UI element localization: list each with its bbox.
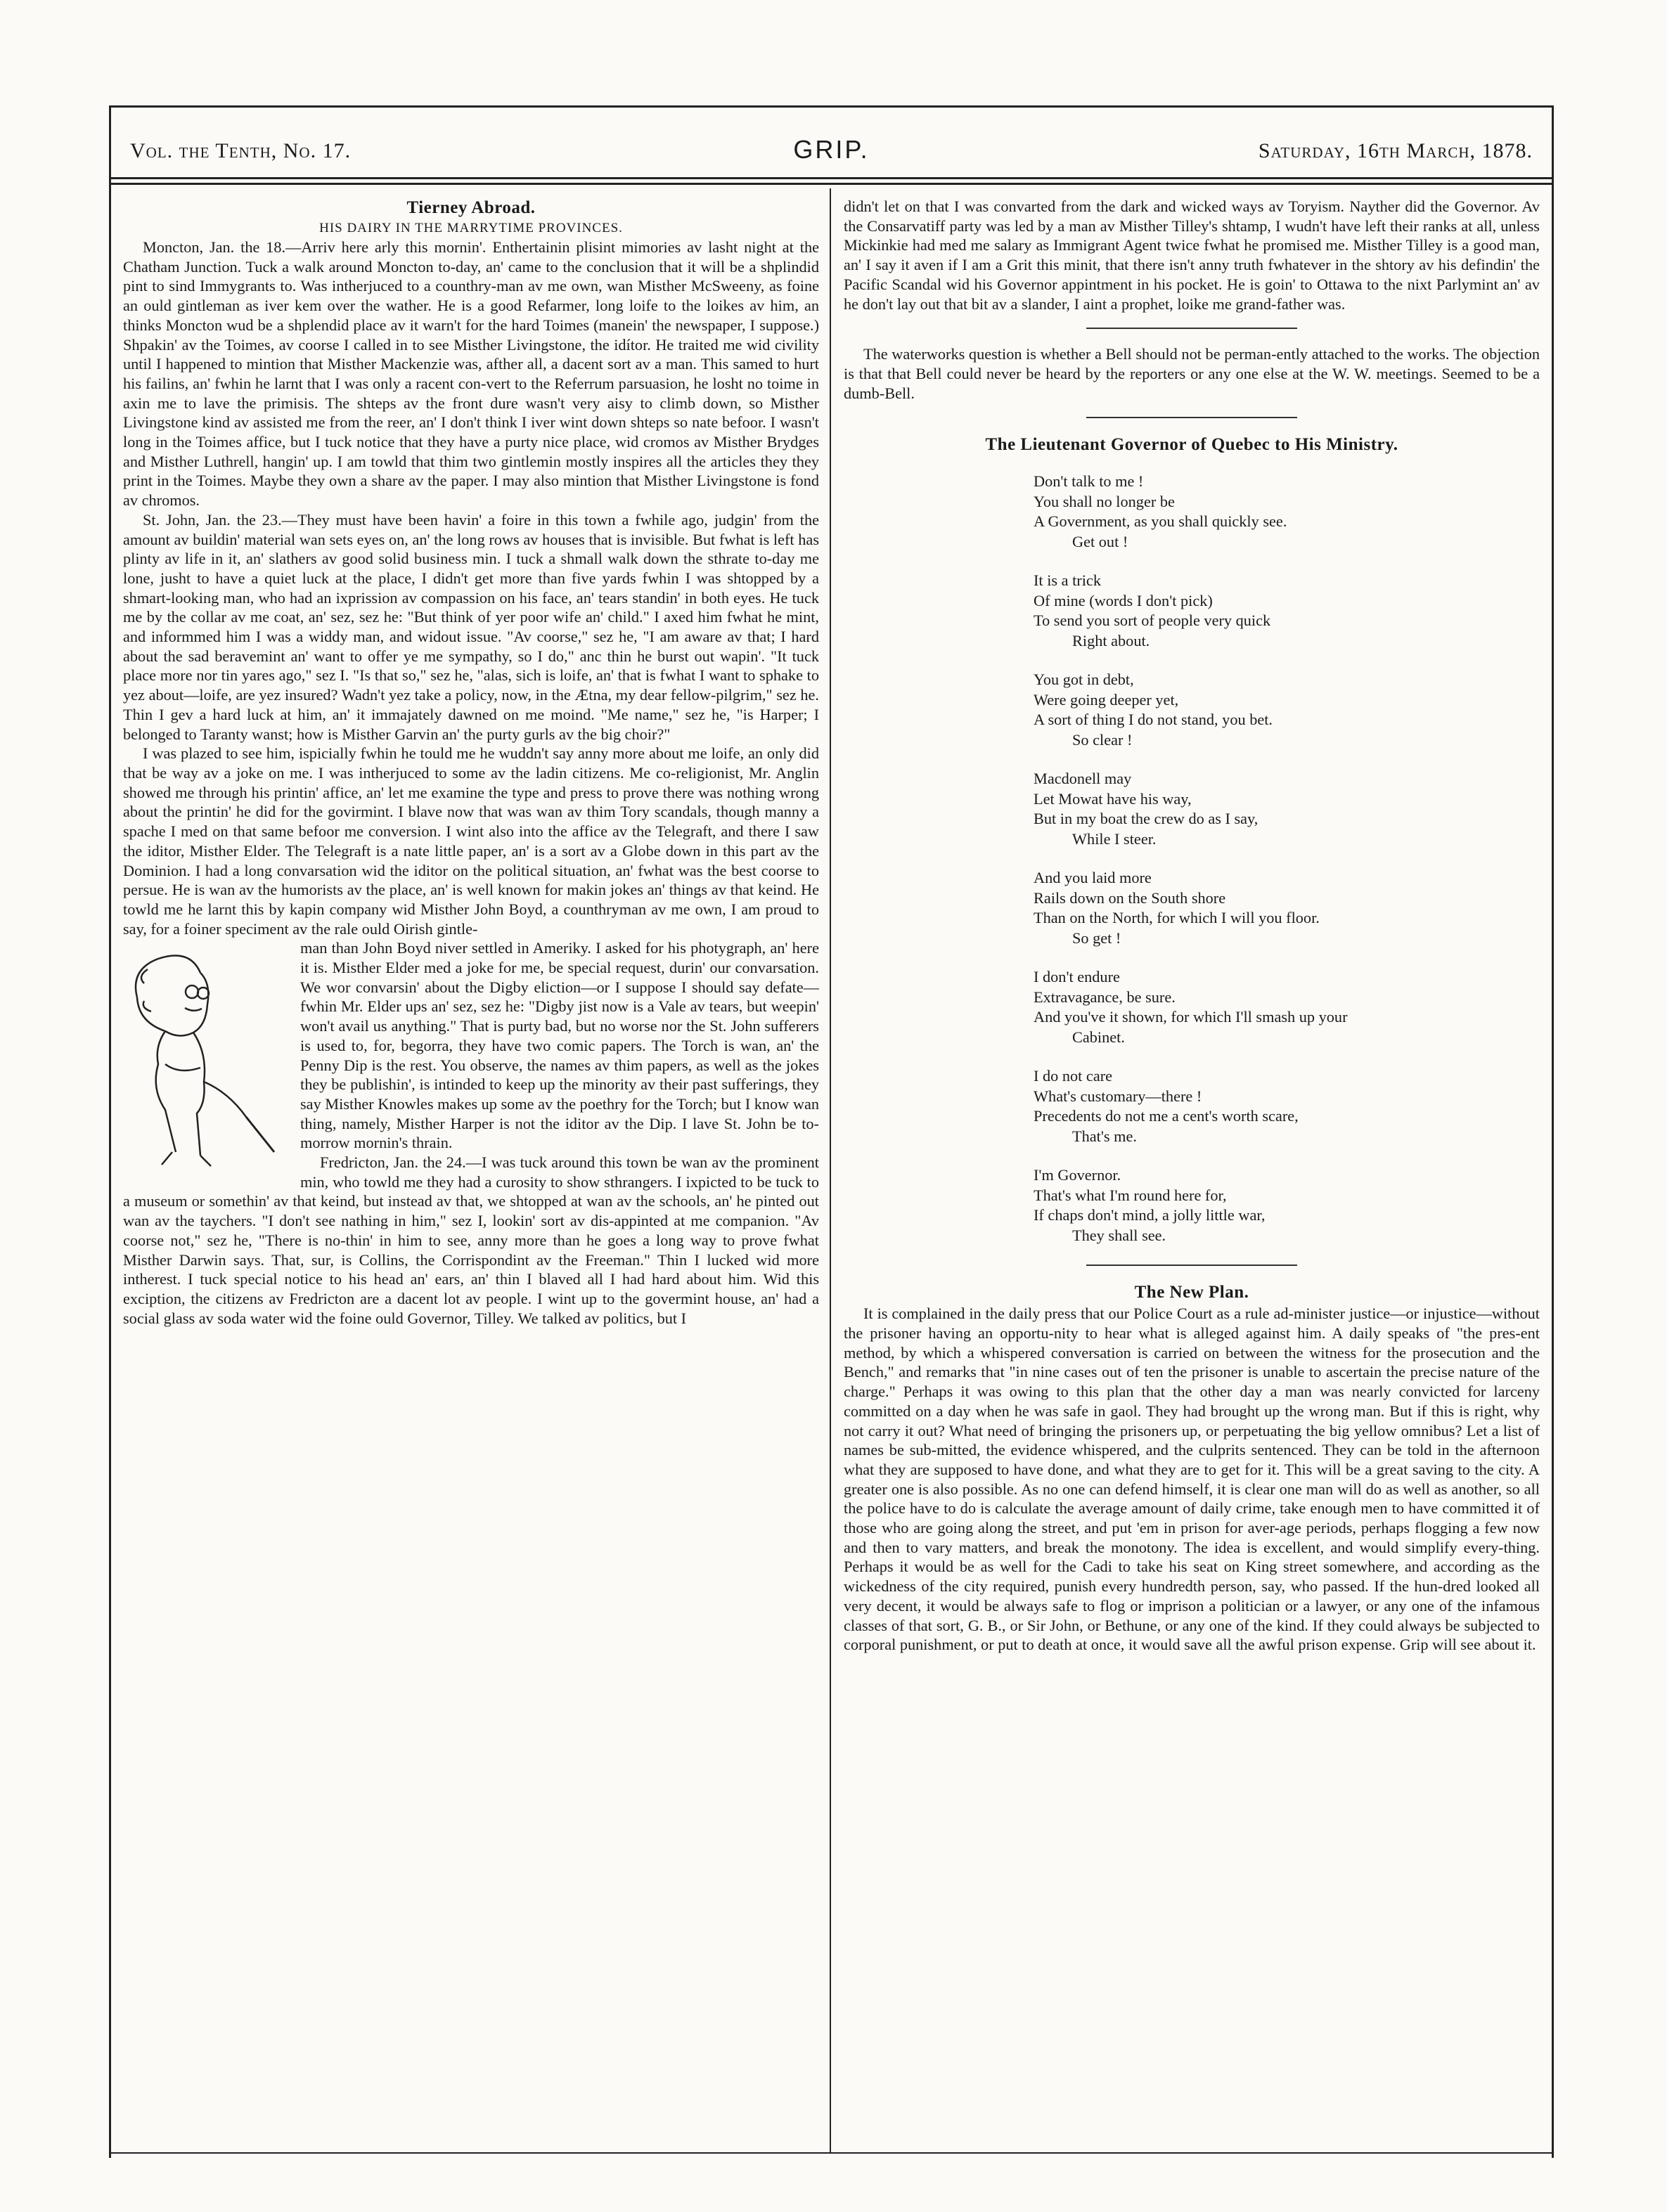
separator-2 [1086, 417, 1297, 418]
poem-stanza [1034, 1066, 1540, 1146]
poem-line: I do not care [1034, 1067, 1113, 1085]
poem-line: Macdonell may [1034, 770, 1132, 788]
poem-line: A Government, as you shall quickly see. [1034, 512, 1287, 531]
poem-line: Get out ! [1072, 532, 1128, 550]
bottom-rule [109, 2152, 1554, 2154]
poem-line: I don't endure [1034, 968, 1120, 986]
poem-line: And you laid more [1034, 869, 1152, 887]
poem-line: But in my boat the crew do as I say, [1034, 810, 1259, 828]
header-rule-2 [109, 183, 1554, 185]
article-subtitle-tierney: HIS DAIRY IN THE MARRYTIME PROVINCES. [319, 221, 623, 235]
poem-line: Than on the North, for which I will you floor. [1034, 909, 1320, 927]
poem-line: You shall no longer be [1034, 492, 1175, 510]
poem-stanza [1034, 967, 1540, 1047]
poem-stanza [1034, 472, 1540, 552]
poem-line: While I steer. [1072, 829, 1157, 848]
caricature-drawing [123, 941, 292, 1173]
poem-line: Were going deeper yet, [1034, 690, 1179, 709]
poem-stanza [1034, 769, 1540, 849]
header-rule-1 [109, 177, 1554, 179]
poem-line: What's customary—there ! [1034, 1087, 1202, 1105]
volume-number: Vol. the Tenth, No. 17. [130, 139, 352, 162]
paragraph-new-plan: It is complained in the daily press that our Police Court as a rule ad-minister justice—or injustice—without the prisoner having an opportu-nity to hear what is alleged against him. A daily speaks of "the pres-ent method, by which a whispered conversation is carried on between the witness for the prosecution and the Bench," and remarks that "in nine cases out of ten the prisoner is unable to ascertain the precise nature of the charge." Perhaps it was owing to this plan that the other day a man was nearly convicted for larceny committed on a day when he was safe in gaol. They had brought up the wrong man. But if this is right, why not carry it out? What need of bringing the prisoners up, or perpetuating the big yellow omnibus? Let a list of names be sub-mitted, the evidence whispered, and the culprits sentenced. They can be told in the afternoon what they are supposed to have done, and what they are to get for it. This will be a great saving to the city. A greater one is also possible. As no one can defend himself, it is clear one man will do as well as another, so all the police have to do is calculate the average amount of daily crime, take enough men to have committed it of those who are going along the street, and put 'em in prison for aver-age periods, perhaps flogging a few now and then to vary matters, and break the monotony. The idea is excellent, and would simplify every-thing. Perhaps it would be as well for the Cadi to take his seat on King street somewhere, and according as the wickedness of the city required, punish every hundredth person, say, who passed. If the hun-dred looked all very decent, it would be always safe to flog or imprison a politician or a lawyer, or any one of the infamous classes of that sort, G. B., or Sir John, or Bethune, or any one of the kind. If they could always be subjected to corporal punishment, or put to death at once, it would save all the awful prison expense. Grip will see about it. [844, 1305, 1540, 1654]
poem-line: Rails down on the South shore [1034, 888, 1226, 907]
caricature-illustration [123, 941, 292, 1173]
right-column [844, 197, 1540, 2151]
poem-line: And you've it shown, for which I'll smash up your [1034, 1008, 1348, 1026]
paragraph-st-john-cont: I was plazed to see him, ispicially fwhin he tould me he wuddn't say anny more about me loife, an only did that be way av a joke on me. I was intherjuced to some av the ladin citizens. Me co-religionist, Mr. Anglin showed me through his printin' affice, an' let me examine the type and press to prove there was nothing wrong about the printin' he did for the govirmint. I blave now that was wan av thim Tory scandals, though manny a spache I med on that same befoor me conversion. I wint also into the affice av the Telegraft, and there I saw the iditor, Misther Elder. The Telegraft is a nate little paper, an' is a sort av a Globe down in this part av the Dominion. I had a long convarsation wid the iditor on the political situation, an' fwhat was the best coorse to persue. He is wan av the humorists av the place, an' is well known for makin jokes an' things av that keind. He towld me he larnt this by kapin company wid Misther John Boyd, a counthryman av me own, I am proud to say, for a foiner speciment av the rale ould Oirish gintle- [123, 744, 819, 938]
column-divider [830, 188, 831, 2153]
poem-title: The Lieutenant Governor of Quebec to His Ministry. [985, 435, 1398, 455]
article-title-new-plan: The New Plan. [1134, 1283, 1249, 1302]
poem-line: So clear ! [1072, 730, 1133, 749]
poem-stanza [1034, 868, 1540, 948]
poem-stanza [1034, 571, 1540, 651]
poem-line: So get ! [1072, 929, 1121, 947]
poem-line: That's me. [1072, 1127, 1137, 1145]
poem-line: That's what I'm round here for, [1034, 1186, 1227, 1204]
separator-1 [1086, 328, 1297, 329]
paragraph-waterworks: The waterworks question is whether a Bell should not be perman-ently attached to the works. The objection is that that Bell could never be heard by the reporters or any one else at the W. W. meetings. Seemed to be a dumb-Bell. [844, 345, 1540, 402]
poem-line: To send you sort of people very quick [1034, 612, 1271, 630]
paragraph-moncton: Moncton, Jan. the 18.—Arriv here arly this mornin'. Enthertainin plisint mimories av lasht night at the Chatham Junction. Tuck a walk around Moncton to-day, an' came to the conclusion that it will be a shplindid pint to sind Immygrants to. Was intherjuced to a counthry-man av me own, wan Misther McSweeny, as foine an ould gintleman as iver kem over the wather. He is a good Refarmer, long loife to the loikes av him, an thinks Moncton wud be a shplendid place av it warn't for the hard Toimes (manein' the newspaper, I suppose.) Shpakin' av the Toimes, av coorse I called in to see Misther Livingstone, the idítor. He traited me wid civility until I happened to mintion that Misther Mackenzie was, afther all, a dacent sort av a man. This samed to hurt his failins, an' fwhin he larnt that I was only a racent con-vert to the Referrum parsuasion, he losht no toime in axin me to lave the primisis. The shteps av the front dure wasn't very aisy to climb down, so Misther Livingstone kind av assisted me from the reer, an' I don't think I iver wint down shteps so nate befoor. I wasn't long in the Toimes affice, but I tuck notice that they have a purty nice place, wid cromos av Misther Brydges and Misther Luthrell, hangin' up. I am towld that thim two gintlemin mostly inspires all the articles they they print in the Toimes. Maybe they own a share av the paper. I may also mintion that Misther Livingstone is fond av chromos. [123, 238, 819, 510]
poem-line: Of mine (words I don't pick) [1034, 591, 1213, 609]
poem-line: You got in debt, [1034, 671, 1134, 689]
poem-line: Cabinet. [1072, 1028, 1125, 1046]
poem-line: I'm Governor. [1034, 1166, 1121, 1184]
poem-line: Extravagance, be sure. [1034, 988, 1176, 1006]
poem-stanza [1034, 1165, 1540, 1246]
left-column [123, 197, 819, 2151]
page-header [109, 119, 1554, 183]
paragraph-continuation: didn't let on that I was convarted from the dark and wicked ways av Toryism. Nayther did the Governor. Av the Consarvatiff party was led by a man av Misther Tilley's shtamp, I wudn't have left their ranks at all, unless Mickinkie had med me salary as Immigrant Agent twice fwhat he promised me. Misther Tilley is a good man, an' I say it aven if I am a Grit this minit, that there isn't anny truth fwhatever in the shtory av his defindin' the Pacific Scandal wid his Governor appintment in his pocket. He is goin' to Ottawa to the nixt Parlymint an' av he don't lay out that bit av a slander, I aint a prophet, loike me grand-father was. [844, 198, 1540, 313]
poem-line: Let Mowat have his way, [1034, 789, 1192, 808]
poem-line: Right about. [1072, 631, 1150, 649]
poem-line: It is a trick [1034, 571, 1101, 590]
masthead: GRIP. [793, 135, 870, 164]
poem [1034, 472, 1540, 1246]
paragraph-st-john: St. John, Jan. the 23.—They must have been havin' a foire in this town a fwhile ago, judgin' from the amount av buildin' material wan sets eyes on, an' the long rows av houses that is invisible. But fwhat is left has plinty av life in it, an' slathers av good solid business min. I tuck a shmall walk down the sthrate to-day me lone, jusht to have a quiet luck at the place, I didn't get more than five yards fwhin I was shtopped by a shmart-looking man, who had an ixprission av compassion on his face, an' tears standin' in both eyes. He tuck me by the collar av me coat, an' sez, sez he: "But think of yer poor wife an' child." I axed him fwhat he mint, and informmed him I was a widdy man, and widout issue. "Av coorse," sez he, "I am aware av that; I hard about the sad beravemint an' want to offer ye me sympathy, so I do," anc thin he burst out wapin'. "It tuck place more nor tin yares ago," sez I. "Is that so," sez he, "alas, sich is loife, an' that is fwhat I want to sphake to yez about—loife, are yez insured? Wadn't yez take a policy, now, in the Ætna, my dear fellow-pilgrim," sez he. Thin I gev a hard luck at him, an' it immajately dawned on me moind. "Me name," sez he, "is Harper; I belonged to Taranty wanst; how is Misther Garvin an' the purty gurls av the big choir?" [123, 510, 819, 743]
newspaper-page [109, 105, 1554, 2158]
paragraph-fredricton: Fredricton, Jan. the 24.—I was tuck around this town be wan av the prominent min, who towld me they had a curosity to show sthrangers. I ixpicted to be tuck to a museum or somethin' av that keind, but instead av that, we shtopped at wan av the schools, an' he pinted out wan av the taychers. "I don't see nathing in him," sez I, lookin' sort av dis-appinted at me companion. "Av coorse not," sez he, "There is no-thin' in him to see, anny more than he goes a long way to prove fwhat Misther Darwin says. That, sur, is Collins, the Corrispondint av the Freeman." Thin I lucked wid more intherest. I tuck special notice to his head an' ears, an' thin I blaved all I had hard about him. Wid this exciption, the citizens av Fredricton are a dacent lot av people. I wint up to the govermint house, an' had a social glass av soda water wid the foine ould Governor, Tilley. We talked av politics, but I [123, 1153, 819, 1327]
top-rule [109, 105, 1554, 108]
poem-line: Precedents do not me a cent's worth scare, [1034, 1107, 1299, 1125]
poem-line: Don't talk to me ! [1034, 472, 1144, 491]
paragraph-john-boyd: man than John Boyd niver settled in Ameriky. I asked for his photygraph, an' here it is. Misther Elder med a joke for me, be special request, durin' our convarsation. We wor convarsin' about the Digby eliction—or I suppose I should say defate—fwhin Mr. Elder ups an' sez, sez he: "Digby jist now is a Vale av tears, but weepin' won't avail us anything." That is purty bad, but no worse nor the St. John sufferers is used to, for, begorra, they have two comic papers. The Torch is wan, an' the Penny Dip is the rest. You observe, the names av thim papers, as well as the jokes they be publishin', is intinded to keep up the minority av their past sufferings, they say Misther Knowles makes up some av the poethry for the Torch; but I know wan thing, namely, Misther Harper is not the iditor av the Dip. I lave St. John be to-morrow mornin's thrain. [300, 939, 819, 1152]
poem-line: They shall see. [1072, 1226, 1166, 1244]
poem-line: A sort of thing I do not stand, you bet. [1034, 711, 1273, 729]
separator-3 [1086, 1265, 1297, 1266]
issue-date: Saturday, 16th March, 1878. [1258, 139, 1533, 162]
poem-stanza [1034, 670, 1540, 750]
article-title-tierney: Tierney Abroad. [406, 198, 536, 217]
poem-line: If chaps don't mind, a jolly little war, [1034, 1206, 1266, 1224]
